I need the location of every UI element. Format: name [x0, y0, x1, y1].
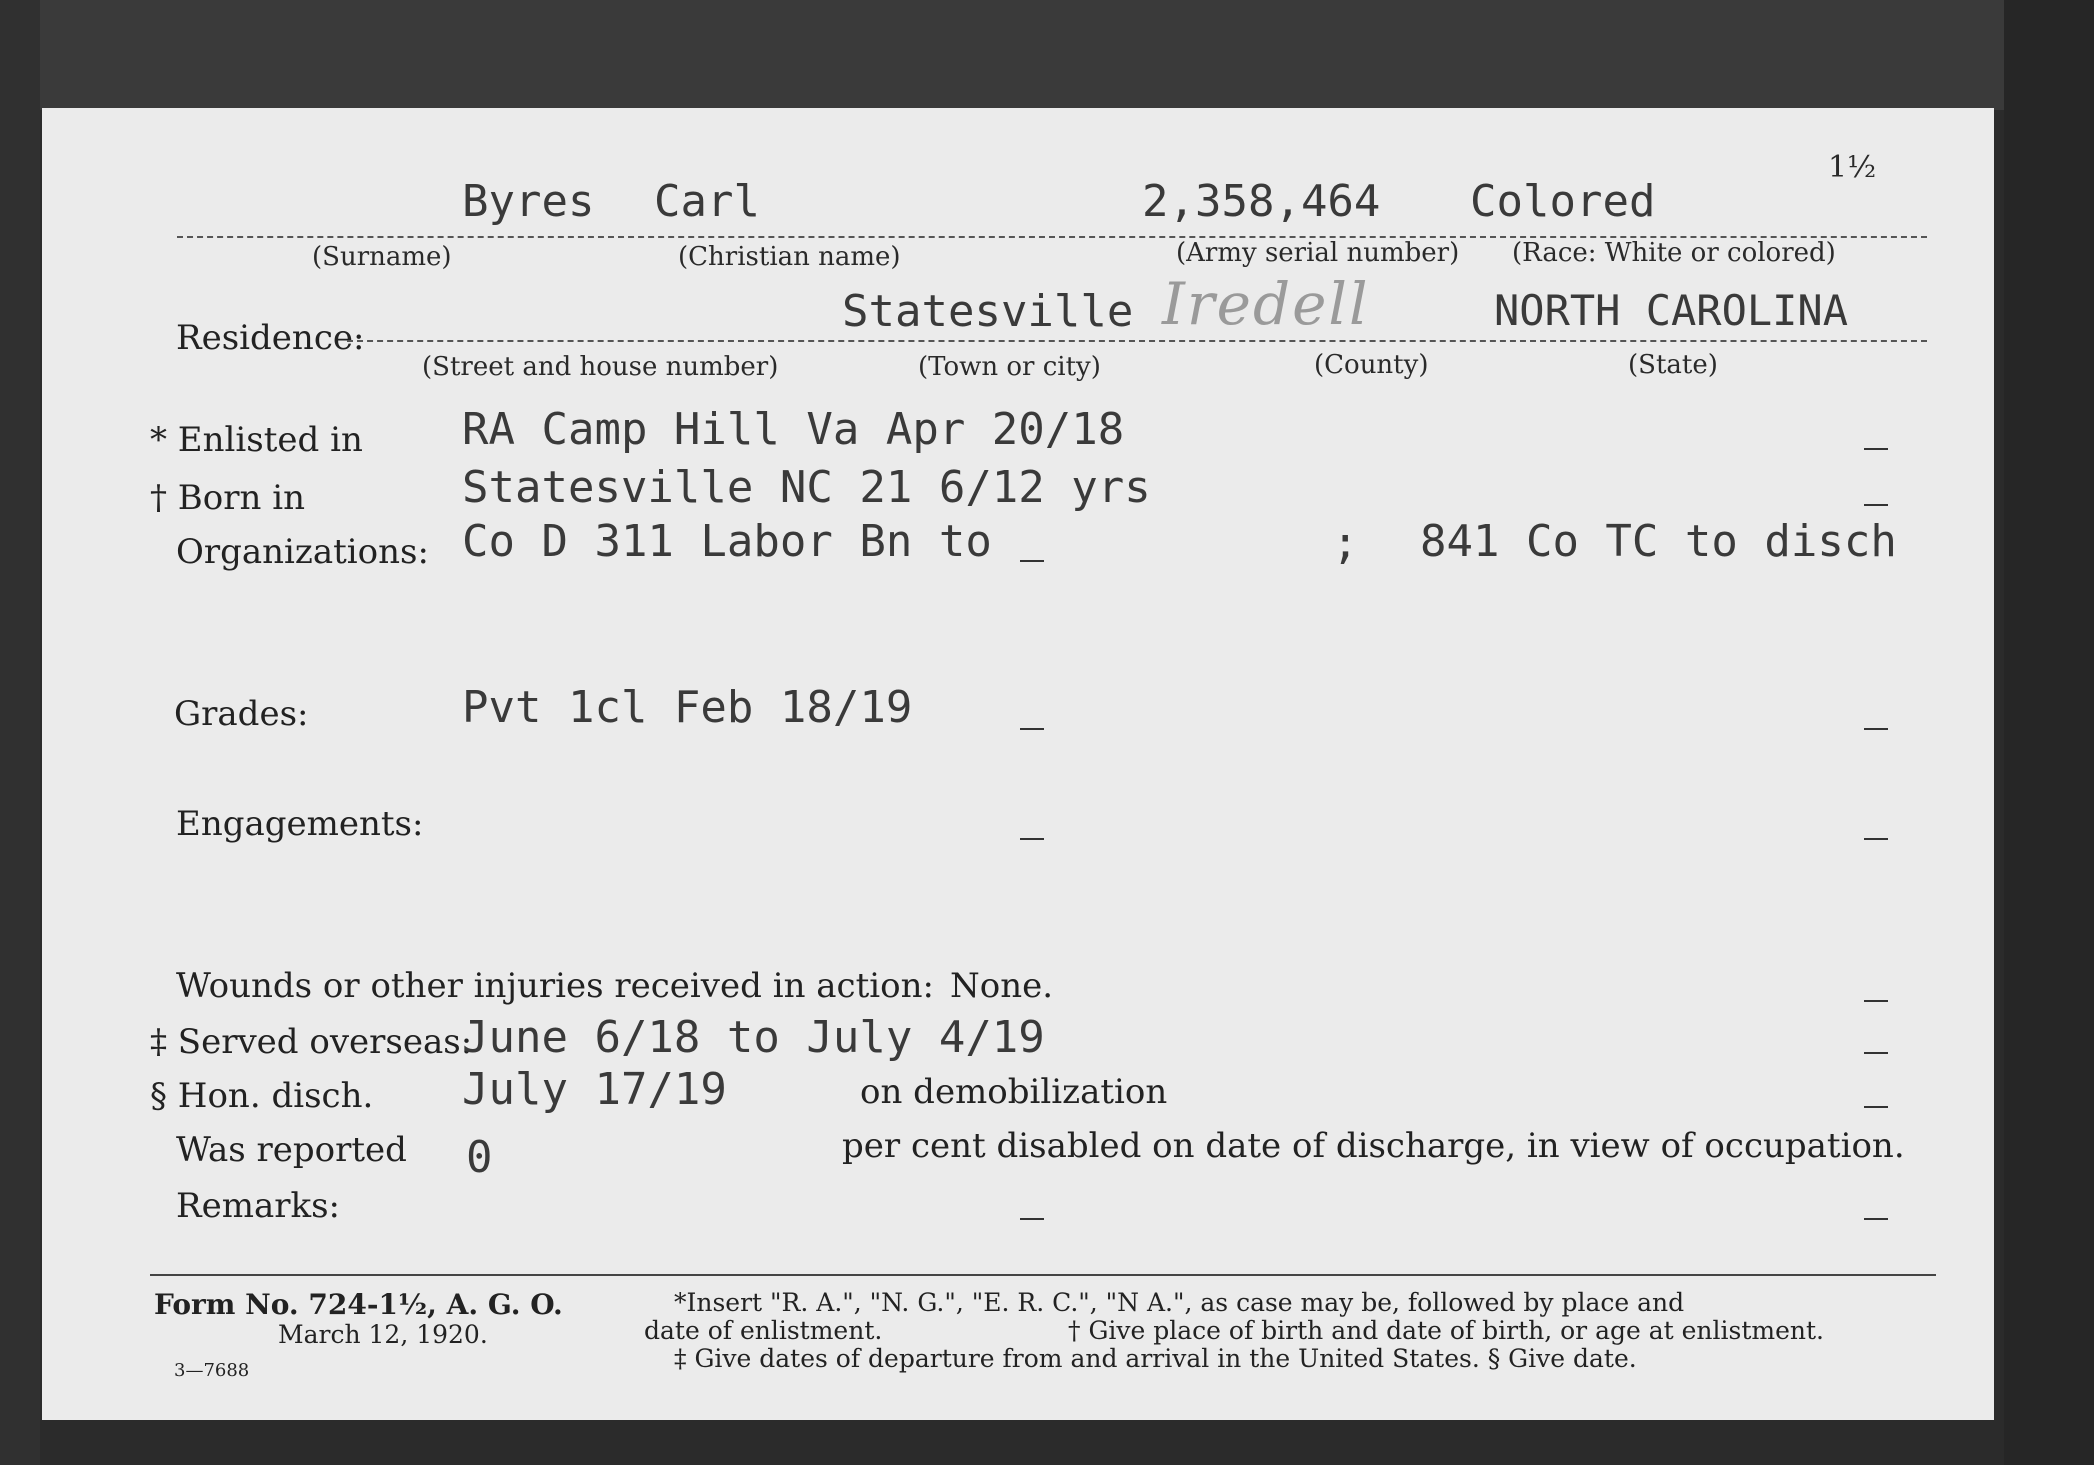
form-code: 3—7688 [174, 1360, 250, 1381]
organizations-separator: ; [1332, 518, 1359, 569]
grades-mark-right [1864, 728, 1888, 730]
remarks-mark [1020, 1218, 1044, 1220]
discharge-date-value: July 17/19 [462, 1064, 727, 1115]
enlisted-mark [1864, 448, 1888, 450]
residence-line [347, 340, 1927, 342]
discharge-reason-value: on demobilization [860, 1072, 1168, 1112]
discharge-label: § Hon. disch. [150, 1076, 374, 1116]
disabled-text: per cent disabled on date of discharge, in view of occupation. [842, 1126, 1905, 1166]
wounds-label: Wounds or other injuries received in action: [176, 966, 934, 1006]
wounds-mark [1864, 1000, 1888, 1002]
organizations-label: Organizations: [176, 532, 429, 572]
reported-percent-value: 0 [466, 1132, 493, 1183]
grades-label: Grades: [174, 694, 309, 734]
town-label: (Town or city) [918, 352, 1101, 382]
engagements-mark [1020, 838, 1044, 840]
footnote-overseas: ‡ Give dates of departure from and arrival in the United States. § Give date. [674, 1344, 1637, 1373]
background-top [0, 0, 2094, 110]
enlisted-value: RA Camp Hill Va Apr 20/18 [462, 404, 1125, 455]
surname-label: (Surname) [312, 242, 452, 272]
footnote-enlisted-2: date of enlistment. [644, 1316, 883, 1345]
engagements-mark-right [1864, 838, 1888, 840]
residence-county-value: Iredell [1162, 270, 1370, 338]
race-value: Colored [1470, 176, 1656, 227]
serial-number-value: 2,358,464 [1142, 176, 1381, 227]
enlisted-label: * Enlisted in [150, 420, 363, 460]
born-mark [1864, 504, 1888, 506]
footnote-born: † Give place of birth and date of birth, or age at enlistment. [1068, 1316, 1824, 1345]
organizations-value: Co D 311 Labor Bn to [462, 516, 992, 567]
wounds-value: None. [950, 966, 1054, 1006]
overseas-value: June 6/18 to July 4/19 [462, 1012, 1045, 1063]
grades-mark [1020, 728, 1044, 730]
background-left [0, 0, 40, 1465]
overseas-mark [1864, 1052, 1888, 1054]
residence-label: Residence: [176, 318, 365, 358]
form-number: Form No. 724-1½, A. G. O. [154, 1288, 563, 1321]
residence-state-value: NORTH CAROLINA [1494, 286, 1849, 335]
residence-town-value: Statesville [842, 286, 1134, 337]
christian-name-value: Carl [654, 176, 760, 227]
engagements-label: Engagements: [176, 804, 424, 844]
organizations-mark [1020, 560, 1044, 562]
form-date: March 12, 1920. [278, 1320, 488, 1349]
christian-name-label: (Christian name) [678, 242, 901, 272]
discharge-mark [1864, 1106, 1888, 1108]
born-label: † Born in [150, 478, 305, 518]
remarks-mark-right [1864, 1218, 1888, 1220]
county-label: (County) [1314, 350, 1429, 380]
remarks-label: Remarks: [176, 1186, 340, 1226]
surname-value: Byres [462, 176, 595, 227]
organizations-value-2: 841 Co TC to disch [1420, 516, 1897, 567]
grades-value: Pvt 1cl Feb 18/19 [462, 682, 913, 733]
born-value: Statesville NC 21 6/12 yrs [462, 462, 1151, 513]
background-right [2004, 0, 2094, 1465]
serial-label: (Army serial number) [1176, 238, 1460, 268]
overseas-label: ‡ Served overseas: [150, 1022, 473, 1062]
street-label: (Street and house number) [422, 352, 779, 382]
reported-label: Was reported [176, 1130, 407, 1170]
race-label: (Race: White or colored) [1512, 238, 1836, 268]
record-card [42, 108, 1994, 1420]
corner-number: 1½ [1828, 150, 1877, 185]
footer-rule [150, 1274, 1936, 1276]
footnote-enlisted: *Insert "R. A.", "N. G.", "E. R. C.", "N A.", as case may be, followed by place and [674, 1288, 1685, 1317]
state-label: (State) [1628, 350, 1718, 380]
